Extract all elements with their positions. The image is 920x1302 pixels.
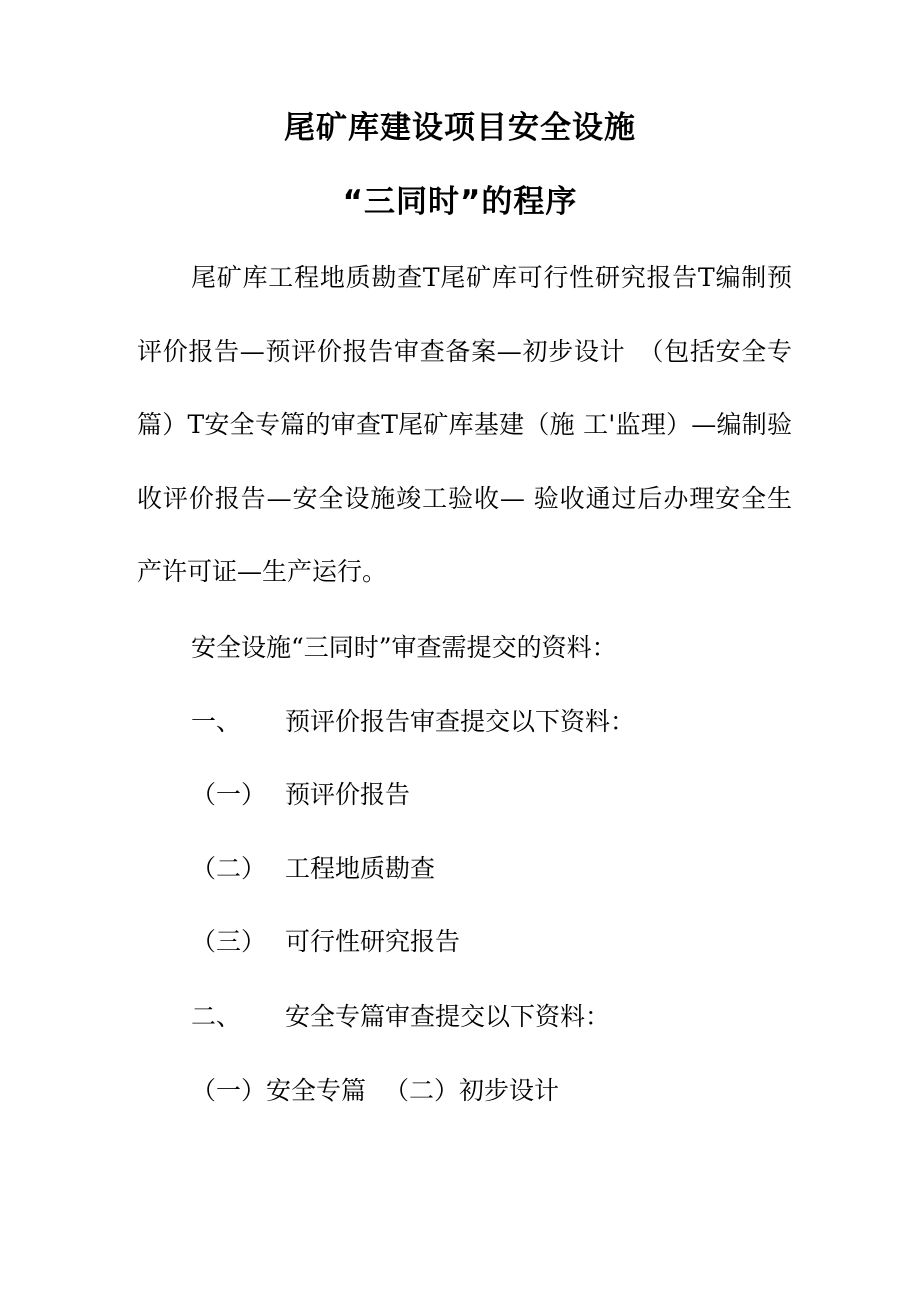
document-title-line1: 尾矿库建设项目安全设施 bbox=[284, 110, 636, 146]
procedure-paragraph: 尾矿库工程地质勘查T尾矿库可行性研究报告T编制预评价报告—预评价报告审查备案—初步设计 （包括安全专篇）T安全专篇的审查T尾矿库基建（施 工'监理）—编制验收评价报告—安全设施竣工验收— 验收通过后办理安全生产许可证—生产运行。 bbox=[137, 263, 792, 586]
section1-heading-text: 预评价报告审查提交以下资料： bbox=[285, 707, 636, 736]
item-marker: （一） bbox=[191, 780, 267, 809]
section2-heading bbox=[191, 997, 610, 1037]
item-marker: （二） bbox=[191, 854, 267, 883]
section1-item bbox=[191, 922, 460, 962]
section1-heading bbox=[191, 702, 635, 742]
item-text: 预评价报告 bbox=[285, 780, 411, 809]
section1-marker: 一、 bbox=[191, 707, 242, 736]
section1-item bbox=[191, 849, 435, 889]
materials-intro: 安全设施“三同时”审查需提交的资料： bbox=[191, 633, 617, 662]
item-marker: （一） bbox=[191, 1076, 267, 1105]
item-text: 可行性研究报告 bbox=[285, 927, 461, 956]
item-marker: （三） bbox=[191, 927, 267, 956]
section2-marker: 二、 bbox=[191, 1002, 242, 1031]
section1-item bbox=[191, 775, 410, 815]
item-marker: （二） bbox=[384, 1076, 460, 1105]
section2-heading-text: 安全专篇审查提交以下资料： bbox=[285, 1002, 611, 1031]
item-text: 初步设计 bbox=[459, 1076, 560, 1105]
item-text: 安全专篇 bbox=[266, 1076, 367, 1105]
section2-items bbox=[191, 1071, 559, 1111]
document-title-line2: “三同时”的程序 bbox=[342, 184, 578, 220]
item-text: 工程地质勘查 bbox=[285, 854, 436, 883]
